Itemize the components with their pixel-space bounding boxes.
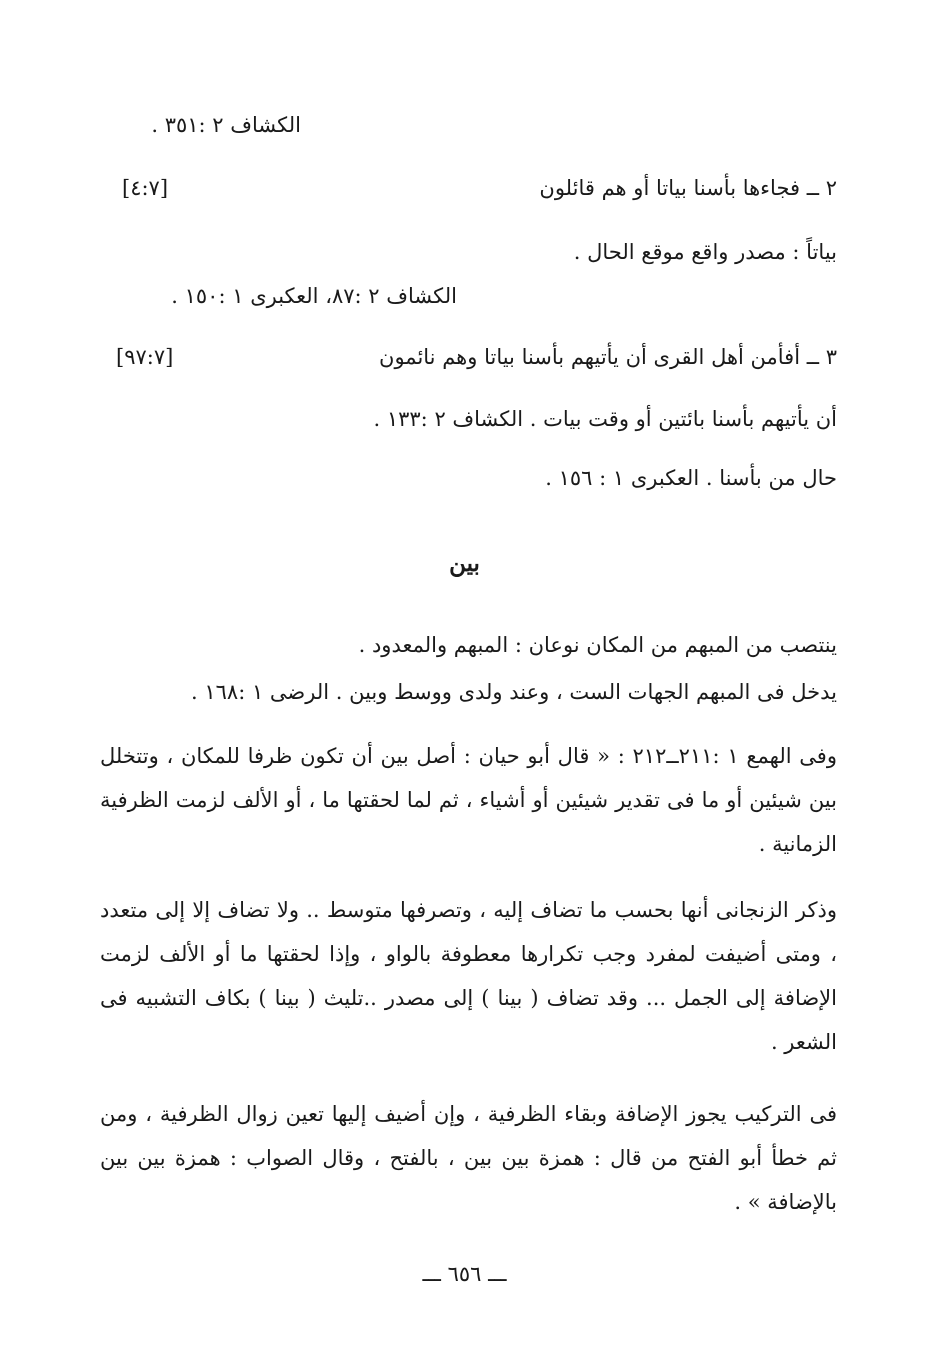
verse-3-note: أن يأتيهم بأسنا بائتين أو وقت بيات . الكشاف ٢ :١٣٣ . bbox=[373, 407, 837, 431]
verse-2: ٢ ــ فجاءها بأسنا بياتا أو هم قائلون bbox=[539, 176, 837, 200]
paragraph-zanjani: وذكر الزنجانى أنها بحسب ما تضاف إليه ، وتصرفها متوسط .. ولا تضاف إلا إلى متعدد ، ومتى أضيفت لمفرد وجب تكرارها معطوفة بالواو ، وإذا لحقتها ما أو الألف لزمت الإضافة إلى الجمل ... وقد تضاف ( بينا ) إلى مصدر ..تليث ( بينا ) بكاف التشبيه فى الشعر . bbox=[100, 898, 837, 1054]
kashaf-reference-line: الكشاف ٢ :٣٥١ . bbox=[151, 113, 301, 137]
section-line-1: ينتصب من المبهم من المكان نوعان : المبهم والمعدود . bbox=[358, 633, 837, 657]
paragraph-tarkib: فى التركيب يجوز الإضافة وبقاء الظرفية ، وإن أضيف إليها تعين زوال الظرفية ، ومن ثم خطأ أبو الفتح من قال : همزة بين بين ، بالفتح ، وقال الصواب : همزة بين بين بالإضافة » . bbox=[100, 1102, 837, 1214]
verse-3: ٣ ــ أفأمن أهل القرى أن يأتيهم بأسنا بياتا وهم نائمون bbox=[379, 345, 837, 369]
verse-2-sources: الكشاف ٢ :٨٧، العكبرى ١ :١٥٠ . bbox=[171, 284, 457, 308]
verse-2-note: بياتاً : مصدر واقع موقع الحال . bbox=[573, 240, 837, 264]
section-heading: بين bbox=[449, 550, 480, 577]
verse-3-reference: [٩٧:٧] bbox=[116, 345, 174, 369]
page-number: ـــ ٦٥٦ ـــ bbox=[422, 1262, 507, 1286]
section-line-2: يدخل فى المبهم الجهات الست ، وعند ولدى ووسط وبين . الرضى ١ :١٦٨ . bbox=[191, 680, 837, 704]
verse-3-note-2: حال من بأسنا . العكبرى ١ : ١٥٦ . bbox=[545, 466, 837, 490]
paragraph-hama: وفى الهمع ١ :٢١١ــ٢١٢ : « قال أبو حيان : أصل بين أن تكون ظرفا للمكان ، وتتخلل بين شيئين أو ما فى تقدير شيئين أو أشياء ، ثم لما لحقتها ما ، أو الألف لزمت الظرفية الزمانية . bbox=[100, 744, 837, 856]
verse-2-reference: [٤:٧] bbox=[122, 176, 169, 200]
